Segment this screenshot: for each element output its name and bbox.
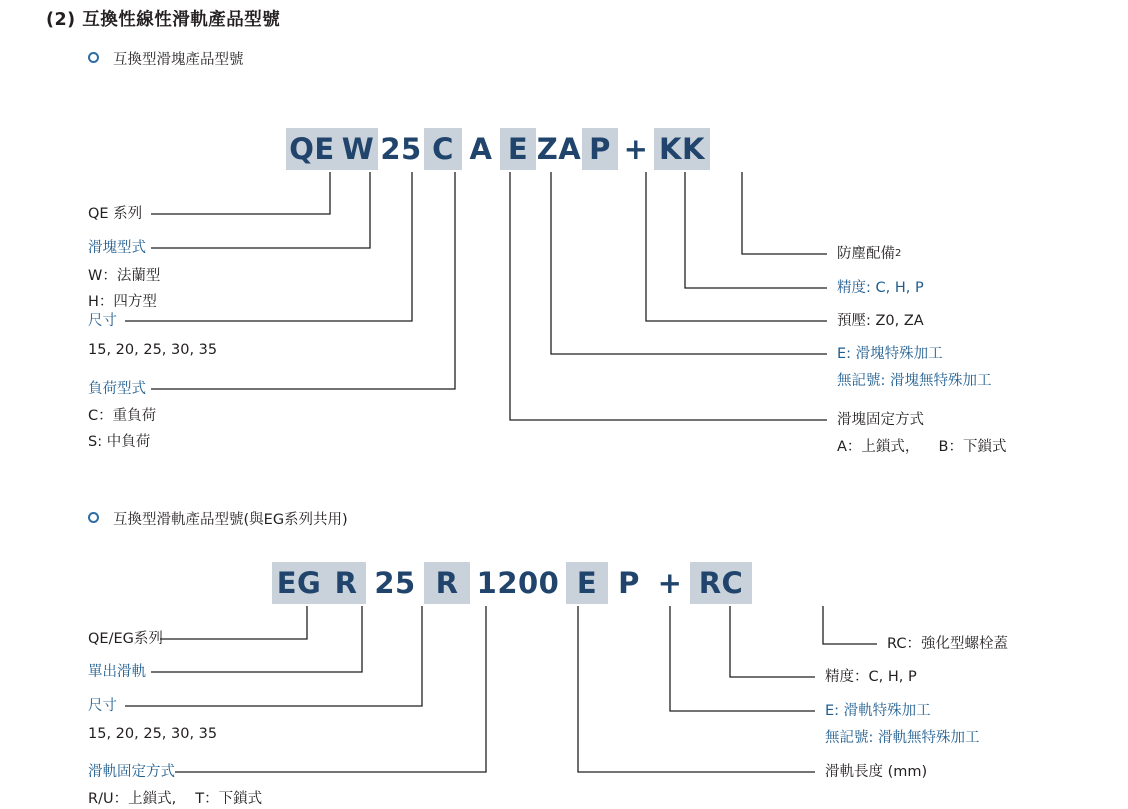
code-cell-rc: RC [690, 562, 752, 604]
label-rail-nospecial: 無記號: 滑軌無特殊加工 [825, 730, 980, 746]
label-dust-protection-note: 2 [895, 248, 902, 259]
code-cell-plus: + [623, 132, 649, 166]
code-cell-length: 1200 [476, 566, 560, 600]
label-slider-nospecial: 無記號: 滑塊無特殊加工 [837, 373, 992, 389]
label-dust-protection-text: 防塵配備 [837, 246, 895, 262]
label-load-type: 負荷型式 [88, 381, 146, 397]
code-cell-eg: EG [272, 562, 326, 604]
subsection-heading-text-2: 互換型滑軌產品型號(與EG系列共用) [113, 512, 348, 528]
label-rc-bolt-cover: RC：強化型螺栓蓋 [887, 636, 1008, 652]
part-number-code-rail [272, 562, 752, 604]
label-rail-size: 尺寸 [88, 698, 117, 714]
label-preload: 預壓: Z0, ZA [837, 313, 924, 329]
label-rail-mounting: 滑軌固定方式 [88, 764, 175, 780]
label-slider-mounting-values: A：上鎖式， B：下鎖式 [837, 439, 1007, 455]
label-dust-protection [837, 244, 902, 264]
label-rail-special: E: 滑軌特殊加工 [825, 703, 931, 719]
label-qe-series: QE 系列 [88, 206, 143, 222]
code-cell-a: A [469, 132, 493, 166]
bullet-icon [88, 512, 99, 523]
code-cell-za: ZA [536, 132, 582, 166]
code-cell-e: E [500, 128, 536, 170]
label-size-values: 15, 20, 25, 30, 35 [88, 342, 218, 358]
page-title: (2) 互換性線性滑軌產品型號 [46, 10, 281, 30]
code-cell-p2: P [618, 566, 640, 600]
label-load-type-c: C：重負荷 [88, 408, 157, 424]
label-single-rail: 單出滑軌 [88, 664, 146, 680]
subsection-heading-text-1: 互換型滑塊產品型號 [113, 52, 244, 68]
code-cell-25: 25 [380, 132, 422, 166]
label-rail-accuracy: 精度：C, H, P [825, 669, 917, 685]
code-cell-w: W [338, 128, 378, 170]
part-number-code-slider [286, 128, 710, 170]
code-cell-qe: QE [286, 128, 338, 170]
label-slider-special: E: 滑塊特殊加工 [837, 346, 943, 362]
code-cell-r2: R [424, 562, 470, 604]
label-slider-type-w: W：法蘭型 [88, 268, 161, 284]
bullet-icon [88, 52, 99, 63]
label-slider-type-h: H：四方型 [88, 294, 157, 310]
code-cell-plus2: + [657, 566, 683, 600]
code-cell-e2: E [566, 562, 608, 604]
label-qe-eg-series: QE/EG系列 [88, 631, 163, 647]
subsection-heading-block-slider [88, 48, 244, 69]
code-cell-size: 25 [374, 566, 416, 600]
code-cell-p: P [582, 128, 618, 170]
label-load-type-s: S: 中負荷 [88, 434, 151, 450]
code-cell-kk: KK [654, 128, 710, 170]
label-rail-size-values: 15, 20, 25, 30, 35 [88, 726, 218, 742]
code-cell-r1: R [326, 562, 366, 604]
label-accuracy: 精度: C, H, P [837, 280, 924, 296]
code-cell-c: C [424, 128, 462, 170]
label-rail-length: 滑軌長度 (mm) [825, 764, 928, 780]
subsection-heading-rail [88, 508, 348, 529]
label-rail-mounting-values: R/U：上鎖式, T：下鎖式 [88, 791, 263, 807]
label-size: 尺寸 [88, 313, 117, 329]
label-slider-mounting: 滑塊固定方式 [837, 412, 924, 428]
label-slider-type: 滑塊型式 [88, 240, 146, 256]
